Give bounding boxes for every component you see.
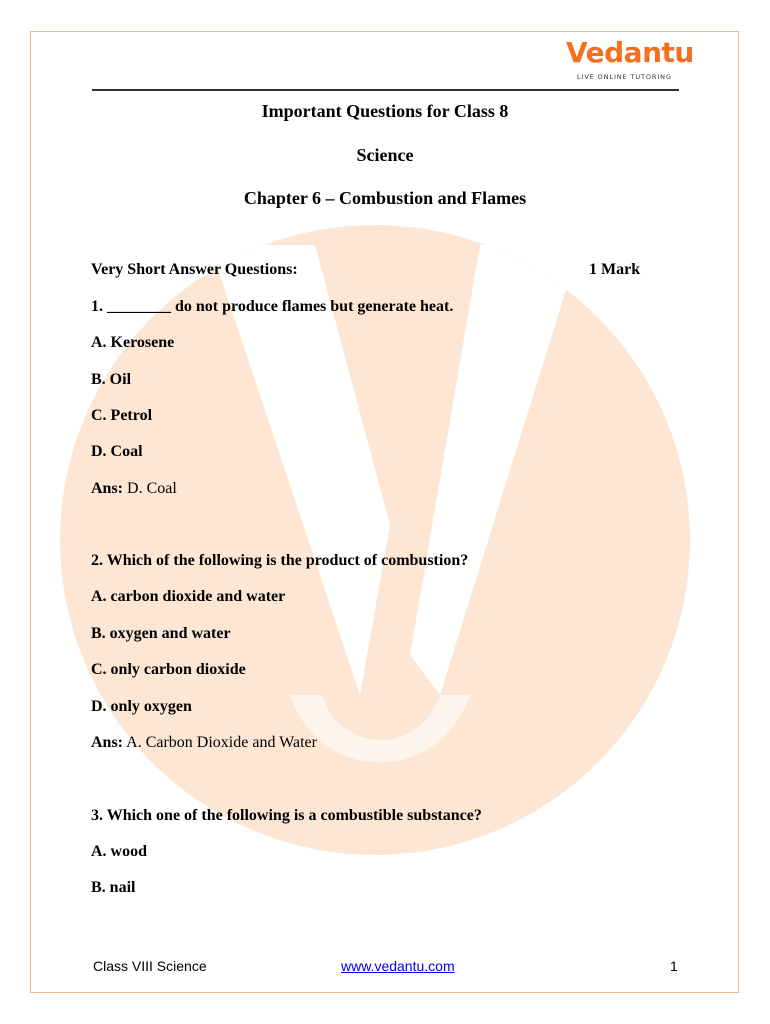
question-2-option-d: D. only oxygen	[91, 698, 192, 715]
question-1-option-b: B. Oil	[91, 371, 132, 388]
question-1-option-a: A. Kerosene	[91, 334, 175, 351]
question-2-answer	[91, 733, 317, 753]
vedantu-watermark-icon	[60, 225, 690, 855]
logo-tagline: LIVE ONLINE TUTORING	[577, 73, 672, 81]
subject-title: Science	[356, 145, 414, 165]
answer-value: D. Coal	[127, 480, 177, 497]
question-1-option-c: C. Petrol	[91, 407, 153, 424]
question-2-option-c: C. only carbon dioxide	[91, 661, 246, 678]
question-2: 2. Which of the following is the product of combustion?	[91, 552, 469, 569]
question-1: 1. ________ do not produce flames but generate heat.	[91, 298, 454, 315]
question-2-option-b: B. oxygen and water	[91, 625, 231, 642]
question-1-answer	[91, 479, 177, 499]
section-heading: Very Short Answer Questions:	[91, 261, 298, 278]
section-marks: 1 Mark	[589, 261, 641, 278]
question-3: 3. Which one of the following is a combustible substance?	[91, 807, 482, 824]
chapter-title: Chapter 6 – Combustion and Flames	[243, 188, 527, 208]
question-3-option-b: B. nail	[91, 879, 136, 896]
vedantu-logo	[566, 36, 694, 86]
answer-label: Ans:	[91, 734, 124, 751]
question-3-option-a: A. wood	[91, 843, 148, 860]
page-number: 1	[670, 958, 678, 974]
header-divider	[92, 89, 679, 91]
answer-value: A. Carbon Dioxide and Water	[126, 734, 317, 751]
footer-class-label: Class VIII Science	[93, 958, 207, 974]
footer-website-link[interactable]: www.vedantu.com	[341, 958, 455, 974]
question-2-option-a: A. carbon dioxide and water	[91, 588, 286, 605]
question-1-option-d: D. Coal	[91, 443, 143, 460]
answer-label: Ans:	[91, 480, 124, 497]
document-title: Important Questions for Class 8	[261, 101, 509, 121]
logo-wordmark: Vedantu	[566, 36, 694, 69]
